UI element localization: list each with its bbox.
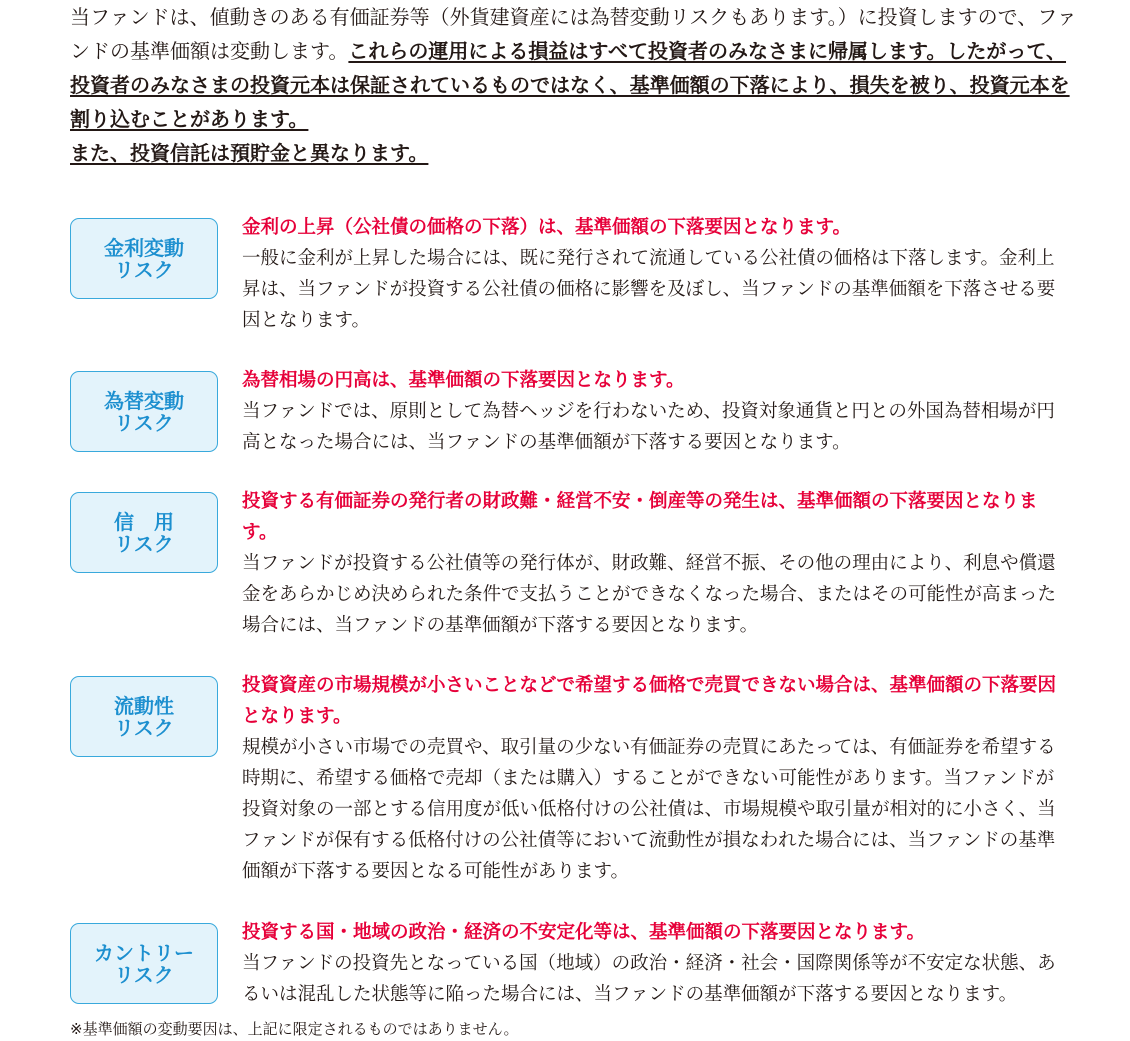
risk-headline: 投資する国・地域の政治・経済の不安定化等は、基準価額の下落要因となります。 (242, 922, 926, 943)
risk-description: 当ファンドでは、原則として為替ヘッジを行わないため、投資対象通貨と円との外国為替相場が円高となった場合には、当ファンドの基準価額が下落する要因となります。 (242, 401, 1055, 453)
risk-description: 規模が小さい市場での売買や、取引量の少ない有価証券の売買にあたっては、有価証券を希望する時期に、希望する価格で売却（または購入）することができない可能性があります。当ファンドが投資対象の一部とする信用度が低い低格付けの公社債は、市場規模や取引量が相対的に小さく、当ファンドが保有する低格付けの公社債等において流動性が損なわれた場合には、当ファンドの基準価額が下落する要因となる可能性があります。 (242, 737, 1056, 882)
risk-description: 一般に金利が上昇した場合には、既に発行されて流通している公社債の価格は下落します。金利上昇は、当ファンドが投資する公社債の価格に影響を及ぼし、当ファンドの基準価額を下落させる要因となります。 (242, 248, 1056, 331)
risk-badge-line1: 金利変動 (104, 235, 184, 260)
intro-warning-underlined: これらの運用による損益はすべて投資者のみなさまに帰属します。したがって、投資者のみなさまの投資元本は保証されているものではなく、基準価額の下落により、損失を被り、投資元本を割り込むことがあります。 (70, 39, 1070, 131)
risk-badge-line1: 流動性 (114, 693, 174, 718)
risk-description: 当ファンドが投資する公社債等の発行体が、財政難、経営不振、その他の理由により、利息や償還金をあらかじめ決められた条件で支払うことができなくなった場合、またはその可能性が高まった場合には、当ファンドの基準価額が下落する要因となります。 (242, 553, 1057, 636)
risk-badge-line2: リスク (114, 410, 174, 435)
intro-text: 当ファンドは、値動きのある有価証券等（外貨建資産には為替変動リスクもあります。）に投資しますので、ファンドの基準価額は変動します。 (70, 5, 1077, 63)
risk-badge (70, 923, 218, 1004)
intro-paragraph (70, 0, 1080, 170)
risk-badge-line2: リスク (114, 257, 174, 282)
risk-badge (70, 218, 218, 299)
risk-headline: 金利の上昇（公社債の価格の下落）は、基準価額の下落要因となります。 (242, 217, 852, 238)
risk-badge-line2: リスク (114, 962, 174, 987)
risk-badge (70, 371, 218, 452)
risk-description: 当ファンドの投資先となっている国（地域）の政治・経済・社会・国際関係等が不安定な状態、あるいは混乱した状態等に陥った場合には、当ファンドの基準価額が下落する要因となります。 (242, 953, 1056, 1005)
risk-badge-line1: 信 用 (114, 509, 174, 534)
risk-badge (70, 676, 218, 757)
risk-headline: 為替相場の円高は、基準価額の下落要因となります。 (242, 370, 685, 391)
risk-badge (70, 492, 218, 573)
risk-badge-line1: 為替変動 (104, 388, 184, 413)
risk-badge-line1: カントリー (94, 940, 194, 965)
intro-deposit-notice: また、投資信託は預貯金と異なります。 (70, 141, 429, 165)
footnote: ※基準価額の変動要因は、上記に限定されるものではありません。 (70, 1020, 519, 1038)
risk-headline: 投資する有価証券の発行者の財政難・経営不安・倒産等の発生は、基準価額の下落要因となります。 (242, 491, 1038, 543)
risk-headline: 投資資産の市場規模が小さいことなどで希望する価格で売買できない場合は、基準価額の下落要因となります。 (242, 675, 1057, 727)
risk-badge-line2: リスク (114, 531, 174, 556)
risk-badge-line2: リスク (114, 715, 174, 740)
